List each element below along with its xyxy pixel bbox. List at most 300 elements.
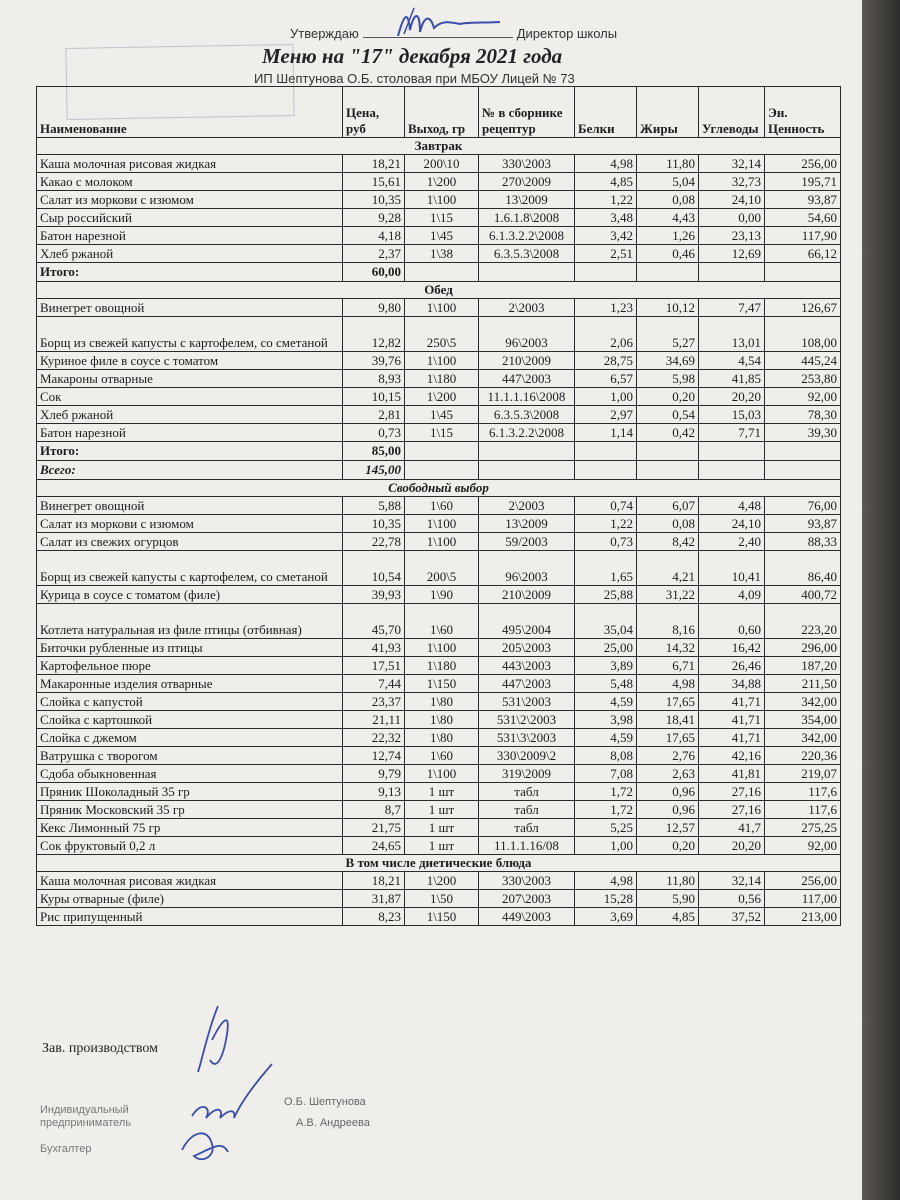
dish-price: 39,93 [343,586,405,604]
dish-fat: 4,43 [637,209,699,227]
dish-price: 2,37 [343,245,405,263]
ip-label [40,1104,150,1130]
table-row [37,551,841,586]
dish-energy: 108,00 [765,317,841,352]
dish-name: Салат из моркови с изюмом [37,191,343,209]
table-row [37,533,841,551]
dish-carbs: 15,03 [699,406,765,424]
dish-fat: 0,54 [637,406,699,424]
dish-name: Картофельное пюре [37,657,343,675]
dish-recipe: 210\2009 [479,352,575,370]
dish-name: Салат из свежих огурцов [37,533,343,551]
dish-recipe: 96\2003 [479,551,575,586]
dish-energy: 93,87 [765,191,841,209]
total-value: 60,00 [343,263,405,282]
dish-yield: 1\60 [405,604,479,639]
director-signature-image [390,6,510,42]
dish-carbs: 7,47 [699,299,765,317]
dish-energy: 219,07 [765,765,841,783]
dish-name: Батон нарезной [37,424,343,442]
dish-price: 17,51 [343,657,405,675]
dish-fat: 4,85 [637,908,699,926]
table-row [37,837,841,855]
dish-carbs: 41,7 [699,819,765,837]
dish-carbs: 16,42 [699,639,765,657]
dish-yield: 1\100 [405,765,479,783]
dish-recipe: 6.3.5.3\2008 [479,245,575,263]
dish-energy: 39,30 [765,424,841,442]
dish-carbs: 20,20 [699,388,765,406]
dish-name: Пряник Шоколадный 35 гр [37,783,343,801]
col-fat-header: Жиры [637,87,699,138]
dish-yield: 1\80 [405,729,479,747]
dish-name: Слойка с капустой [37,693,343,711]
empty-cell [479,263,575,282]
page-subtitle: ИП Шептунова О.Б. столовая при МБОУ Лицей № 73 [254,71,575,86]
dish-yield: 1\150 [405,908,479,926]
dish-name: Салат из моркови с изюмом [37,515,343,533]
section-title: Обед [37,282,841,299]
dish-yield: 1\180 [405,370,479,388]
table-row [37,209,841,227]
dish-yield: 1\60 [405,747,479,765]
dish-fat: 2,76 [637,747,699,765]
dish-carbs: 10,41 [699,551,765,586]
table-row [37,765,841,783]
col-recipe-header: № в сборнике рецептур [479,87,575,138]
empty-cell [405,461,479,480]
dish-fat: 2,63 [637,765,699,783]
dish-carbs: 0,00 [699,209,765,227]
empty-cell [765,442,841,461]
dish-price: 21,75 [343,819,405,837]
dish-protein: 2,06 [575,317,637,352]
table-row [37,191,841,209]
approve-label: Утверждаю [290,26,359,41]
dish-fat: 5,98 [637,370,699,388]
col-price-header: Цена, руб [343,87,405,138]
dish-recipe: 447\2003 [479,675,575,693]
total-label: Итого: [37,442,343,461]
table-row [37,586,841,604]
dish-fat: 0,08 [637,515,699,533]
empty-cell [575,442,637,461]
dish-yield: 1\100 [405,515,479,533]
dish-protein: 4,59 [575,729,637,747]
dish-price: 10,54 [343,551,405,586]
section-title: Завтрак [37,138,841,155]
dish-carbs: 27,16 [699,801,765,819]
director-label: Директор школы [516,26,618,41]
dish-name: Хлеб ржаной [37,406,343,424]
dish-protein: 1,00 [575,837,637,855]
empty-cell [405,442,479,461]
table-row [37,406,841,424]
dish-name: Курица в соусе с томатом (филе) [37,586,343,604]
dish-price: 39,76 [343,352,405,370]
dish-name: Куры отварные (филе) [37,890,343,908]
dish-recipe: 330\2003 [479,155,575,173]
dish-price: 9,80 [343,299,405,317]
empty-cell [699,263,765,282]
dish-carbs: 24,10 [699,191,765,209]
ip-label-text: Индивидуальный предприниматель [40,1104,132,1129]
dish-recipe: 6.1.3.2.2\2008 [479,424,575,442]
dish-fat: 4,98 [637,675,699,693]
dish-carbs: 37,52 [699,908,765,926]
dish-carbs: 32,14 [699,155,765,173]
dish-recipe: 319\2009 [479,765,575,783]
dish-protein: 5,48 [575,675,637,693]
dish-energy: 445,24 [765,352,841,370]
dish-fat: 6,71 [637,657,699,675]
dish-recipe: 210\2009 [479,586,575,604]
section-header-row [37,855,841,872]
dish-yield: 1\200 [405,872,479,890]
dish-name: Какао с молоком [37,173,343,191]
dish-fat: 4,21 [637,551,699,586]
section-header-row [37,282,841,299]
table-row [37,711,841,729]
dish-fat: 0,20 [637,388,699,406]
total-row [37,263,841,282]
dish-fat: 12,57 [637,819,699,837]
desk-background [862,0,900,1200]
dish-protein: 15,28 [575,890,637,908]
dish-carbs: 41,71 [699,693,765,711]
dish-energy: 76,00 [765,497,841,515]
dish-carbs: 34,88 [699,675,765,693]
table-row [37,227,841,245]
dish-yield: 1\180 [405,657,479,675]
dish-energy: 93,87 [765,515,841,533]
dish-fat: 17,65 [637,693,699,711]
dish-energy: 117,00 [765,890,841,908]
dish-energy: 256,00 [765,155,841,173]
dish-yield: 1\90 [405,586,479,604]
table-row [37,370,841,388]
dish-carbs: 13,01 [699,317,765,352]
dish-price: 12,74 [343,747,405,765]
dish-price: 18,21 [343,872,405,890]
empty-cell [765,263,841,282]
dish-carbs: 41,81 [699,765,765,783]
dish-energy: 92,00 [765,388,841,406]
dish-name: Винегрет овощной [37,497,343,515]
dish-recipe: 447\2003 [479,370,575,388]
dish-energy: 223,20 [765,604,841,639]
dish-name: Батон нарезной [37,227,343,245]
dish-yield: 1\100 [405,299,479,317]
dish-name: Рис припущенный [37,908,343,926]
section-header-row [37,138,841,155]
dish-price: 15,61 [343,173,405,191]
dish-fat: 5,27 [637,317,699,352]
table-row [37,497,841,515]
dish-recipe: 531\2\2003 [479,711,575,729]
dish-recipe: 59/2003 [479,533,575,551]
dish-protein: 35,04 [575,604,637,639]
dish-fat: 5,04 [637,173,699,191]
menu-table [36,86,841,926]
dish-carbs: 4,09 [699,586,765,604]
total-row [37,442,841,461]
dish-recipe: 270\2009 [479,173,575,191]
dish-carbs: 4,54 [699,352,765,370]
dish-price: 7,44 [343,675,405,693]
dish-protein: 1,14 [575,424,637,442]
dish-protein: 3,48 [575,209,637,227]
empty-cell [699,461,765,480]
dish-name: Котлета натуральная из филе птицы (отбивная) [37,604,343,639]
dish-yield: 1\45 [405,406,479,424]
empty-cell [575,263,637,282]
table-row [37,872,841,890]
dish-carbs: 20,20 [699,837,765,855]
dish-carbs: 41,71 [699,729,765,747]
dish-price: 4,18 [343,227,405,245]
table-row [37,352,841,370]
dish-name: Макароны отварные [37,370,343,388]
production-head-label: Зав. производством [42,1041,159,1056]
dish-protein: 7,08 [575,765,637,783]
table-body [37,138,841,926]
dish-protein: 1,23 [575,299,637,317]
table-row [37,155,841,173]
empty-cell [637,263,699,282]
dish-price: 31,87 [343,890,405,908]
table-row [37,388,841,406]
dish-price: 10,35 [343,515,405,533]
dish-price: 23,37 [343,693,405,711]
empty-cell [699,442,765,461]
dish-carbs: 2,40 [699,533,765,551]
dish-fat: 18,41 [637,711,699,729]
dish-protein: 5,25 [575,819,637,837]
dish-recipe: 13\2009 [479,191,575,209]
dish-protein: 25,88 [575,586,637,604]
dish-protein: 3,98 [575,711,637,729]
dish-carbs: 41,71 [699,711,765,729]
empty-cell [405,263,479,282]
dish-protein: 1,65 [575,551,637,586]
dish-name: Кекс Лимонный 75 гр [37,819,343,837]
dish-carbs: 24,10 [699,515,765,533]
dish-fat: 0,42 [637,424,699,442]
table-row [37,604,841,639]
dish-name: Биточки рубленные из птицы [37,639,343,657]
dish-name: Борщ из свежей капусты с картофелем, со сметаной [37,551,343,586]
dish-recipe: 205\2003 [479,639,575,657]
dish-protein: 1,00 [575,388,637,406]
dish-price: 9,13 [343,783,405,801]
dish-name: Винегрет овощной [37,299,343,317]
table-row [37,245,841,263]
col-yield-header: Выход, гр [405,87,479,138]
dish-fat: 31,22 [637,586,699,604]
dish-price: 8,7 [343,801,405,819]
dish-carbs: 23,13 [699,227,765,245]
dish-energy: 126,67 [765,299,841,317]
section-title: В том числе диетические блюда [37,855,841,872]
dish-energy: 253,80 [765,370,841,388]
dish-protein: 6,57 [575,370,637,388]
dish-energy: 117,6 [765,801,841,819]
dish-carbs: 32,73 [699,173,765,191]
dish-fat: 1,26 [637,227,699,245]
dish-recipe: 6.3.5.3\2008 [479,406,575,424]
dish-name: Сок фруктовый 0,2 л [37,837,343,855]
dish-protein: 8,08 [575,747,637,765]
dish-yield: 1\60 [405,497,479,515]
table-row [37,801,841,819]
dish-energy: 296,00 [765,639,841,657]
dish-price: 0,73 [343,424,405,442]
dish-price: 21,11 [343,711,405,729]
section-header-row [37,480,841,497]
dish-carbs: 7,71 [699,424,765,442]
dish-yield: 1 шт [405,783,479,801]
dish-name: Пряник Московский 35 гр [37,801,343,819]
dish-fat: 6,07 [637,497,699,515]
dish-yield: 1\38 [405,245,479,263]
dish-recipe: 207\2003 [479,890,575,908]
dish-fat: 14,32 [637,639,699,657]
dish-recipe: 2\2003 [479,497,575,515]
dish-fat: 34,69 [637,352,699,370]
dish-recipe: 443\2003 [479,657,575,675]
dish-yield: 1\15 [405,424,479,442]
empty-cell [765,461,841,480]
table-row [37,747,841,765]
table-row [37,424,841,442]
dish-fat: 10,12 [637,299,699,317]
dish-yield: 250\5 [405,317,479,352]
dish-price: 9,79 [343,765,405,783]
dish-recipe: табл [479,783,575,801]
dish-protein: 3,89 [575,657,637,675]
dish-protein: 25,00 [575,639,637,657]
dish-recipe: 11.1.1.16/08 [479,837,575,855]
dish-protein: 3,42 [575,227,637,245]
dish-price: 22,32 [343,729,405,747]
dish-recipe: 6.1.3.2.2\2008 [479,227,575,245]
dish-yield: 1\100 [405,533,479,551]
empty-cell [575,461,637,480]
dish-name: Макаронные изделия отварные [37,675,343,693]
dish-protein: 1,22 [575,515,637,533]
total-label: Всего: [37,461,343,480]
dish-yield: 1\50 [405,890,479,908]
dish-protein: 1,72 [575,783,637,801]
dish-name: Сдоба обыкновенная [37,765,343,783]
dish-name: Слойка с джемом [37,729,343,747]
dish-recipe: 2\2003 [479,299,575,317]
dish-protein: 1,72 [575,801,637,819]
dish-fat: 0,08 [637,191,699,209]
dish-energy: 117,90 [765,227,841,245]
dish-recipe: 449\2003 [479,908,575,926]
dish-recipe: 330\2009\2 [479,747,575,765]
dish-carbs: 27,16 [699,783,765,801]
dish-carbs: 26,46 [699,657,765,675]
dish-carbs: 32,14 [699,872,765,890]
table-row [37,675,841,693]
dish-yield: 1\100 [405,352,479,370]
dish-price: 41,93 [343,639,405,657]
dish-price: 8,23 [343,908,405,926]
col-name-header: Наименование [37,87,343,138]
dish-fat: 0,96 [637,783,699,801]
dish-yield: 1\100 [405,191,479,209]
table-row [37,819,841,837]
dish-energy: 92,00 [765,837,841,855]
dish-carbs: 4,48 [699,497,765,515]
dish-protein: 1,22 [575,191,637,209]
dish-fat: 5,90 [637,890,699,908]
dish-price: 10,35 [343,191,405,209]
dish-fat: 8,42 [637,533,699,551]
dish-energy: 220,36 [765,747,841,765]
total-value: 85,00 [343,442,405,461]
dish-name: Каша молочная рисовая жидкая [37,872,343,890]
dish-price: 2,81 [343,406,405,424]
dish-protein: 4,98 [575,155,637,173]
dish-name: Сыр российский [37,209,343,227]
dish-yield: 1 шт [405,801,479,819]
dish-energy: 400,72 [765,586,841,604]
dish-protein: 0,73 [575,533,637,551]
dish-energy: 86,40 [765,551,841,586]
dish-fat: 11,80 [637,155,699,173]
table-row [37,890,841,908]
total-value: 145,00 [343,461,405,480]
dish-yield: 1\200 [405,388,479,406]
empty-cell [479,461,575,480]
empty-cell [479,442,575,461]
dish-name: Борщ из свежей капусты с картофелем, со сметаной [37,317,343,352]
dish-yield: 1 шт [405,819,479,837]
dish-price: 24,65 [343,837,405,855]
table-row [37,317,841,352]
col-protein-header: Белки [575,87,637,138]
dish-yield: 1\150 [405,675,479,693]
dish-name: Хлеб ржаной [37,245,343,263]
dish-yield: 1\200 [405,173,479,191]
dish-energy: 275,25 [765,819,841,837]
dish-energy: 256,00 [765,872,841,890]
dish-recipe: 13\2009 [479,515,575,533]
dish-yield: 1\80 [405,711,479,729]
dish-carbs: 12,69 [699,245,765,263]
dish-recipe: 11.1.1.16\2008 [479,388,575,406]
dish-carbs: 0,56 [699,890,765,908]
dish-energy: 117,6 [765,783,841,801]
col-energy-header: Эн. Ценность [765,87,841,138]
dish-price: 5,88 [343,497,405,515]
table-row [37,657,841,675]
dish-carbs: 42,16 [699,747,765,765]
empty-cell [637,461,699,480]
dish-yield: 1\15 [405,209,479,227]
dish-protein: 28,75 [575,352,637,370]
page-title: Меню на "17" декабря 2021 года [262,44,563,68]
dish-name: Куриное филе в соусе с томатом [37,352,343,370]
dish-protein: 3,69 [575,908,637,926]
dish-fat: 17,65 [637,729,699,747]
total-row [37,461,841,480]
dish-price: 8,93 [343,370,405,388]
